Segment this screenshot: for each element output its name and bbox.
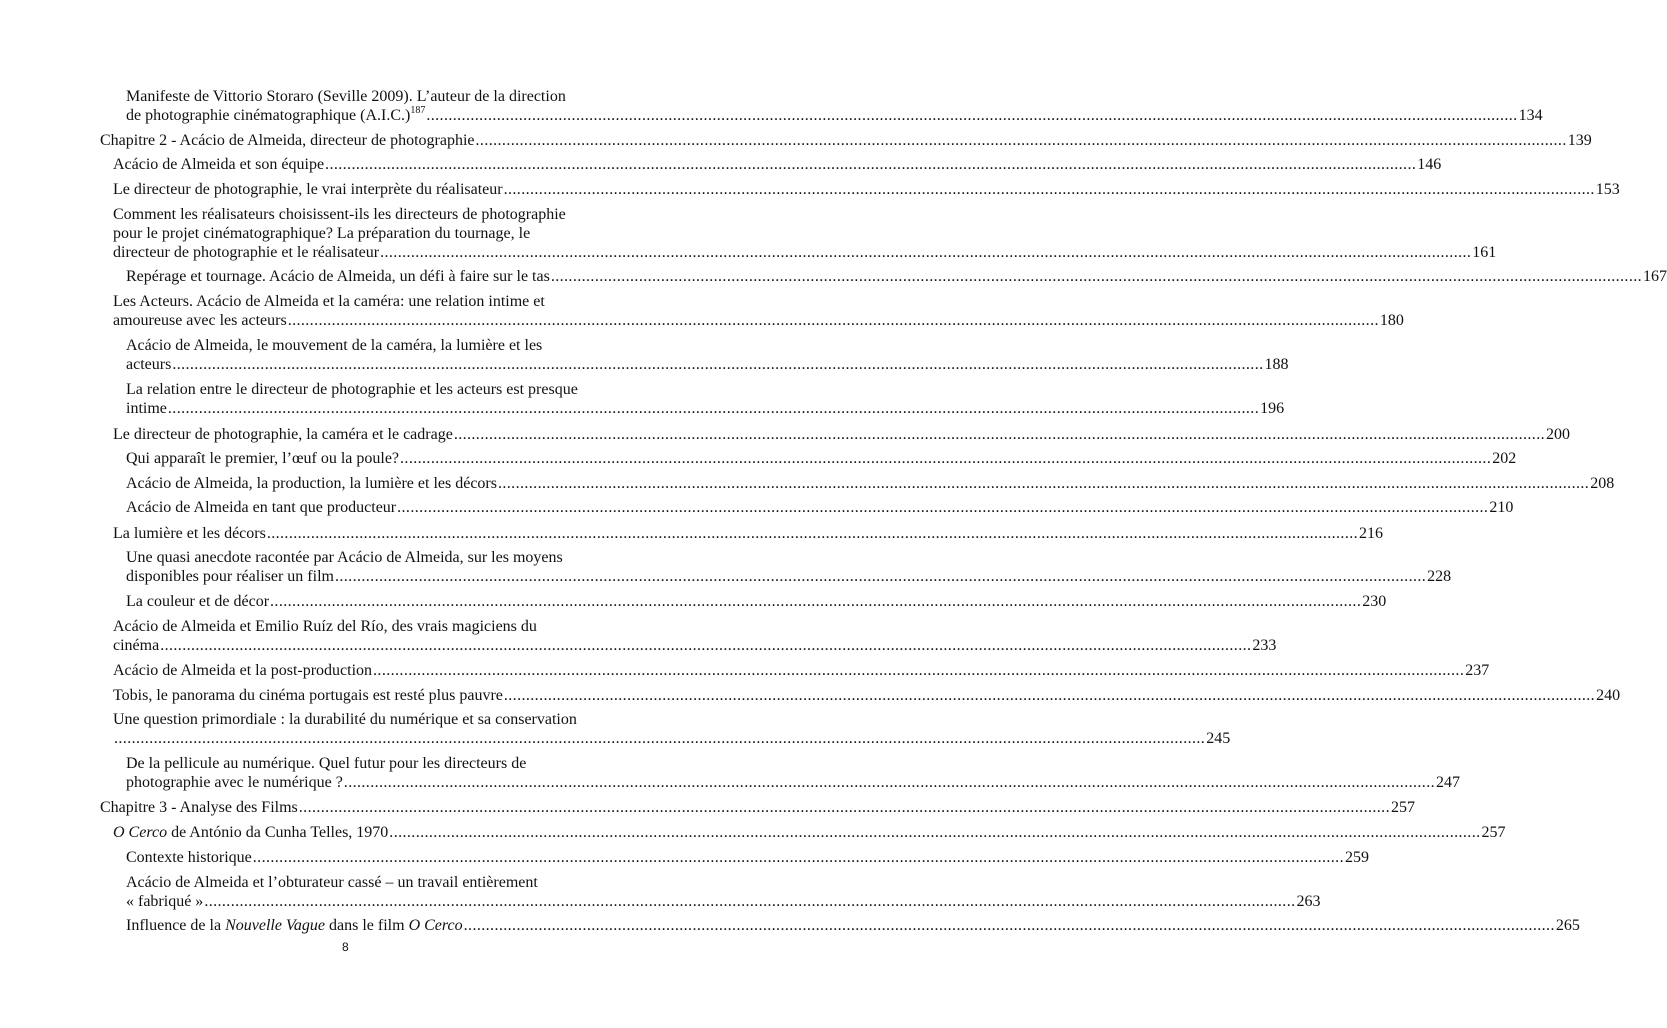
toc-entry <box>113 205 1497 262</box>
toc-entry <box>126 267 1667 286</box>
toc-entry <box>113 617 1277 655</box>
toc-page-number: 237 <box>1465 662 1490 679</box>
dot-leader <box>267 524 1358 543</box>
toc-entry-title: « fabriqué » <box>126 893 204 910</box>
dot-leader <box>454 425 1545 444</box>
toc-entry-title: amoureuse avec les acteurs <box>113 312 287 329</box>
toc-page-number: 210 <box>1489 499 1514 516</box>
toc-entry-text: Manifeste de Vittorio Storaro (Seville 2009). L’auteur de la direction <box>126 88 566 105</box>
toc-entry <box>113 524 1384 543</box>
footnote-ref: 187 <box>410 104 426 116</box>
toc-entry <box>126 380 1285 418</box>
toc-page-number: 247 <box>1436 774 1460 791</box>
toc-entry-title: photographie avec le numérique ? <box>126 774 343 791</box>
toc-entry <box>126 548 1452 586</box>
toc-entry-title: Le directeur de photographie, le vrai interprète du réalisateur <box>113 181 503 198</box>
toc-entry-title: acteurs <box>126 356 172 373</box>
toc-entry-title: Acácio de Almeida, la production, la lumière et les décors <box>126 475 497 492</box>
toc-entry <box>113 180 1620 199</box>
toc-page-number: 139 <box>1567 132 1592 149</box>
toc-page-number: 134 <box>1518 107 1543 124</box>
toc-entry <box>126 87 1543 125</box>
page-number: 8 <box>342 940 349 954</box>
toc-entry-title: de photographie cinématographique (A.I.C.) <box>126 107 411 124</box>
dot-leader <box>253 848 1344 867</box>
toc-entry <box>126 592 1387 611</box>
toc-page-number: 161 <box>1472 244 1497 261</box>
toc-entry-title: Contexte historique <box>126 849 252 866</box>
film-title: O Cerco <box>113 824 168 841</box>
dot-leader <box>373 661 1464 680</box>
toc-page-number: 196 <box>1260 400 1285 417</box>
dot-leader <box>504 180 1595 199</box>
toc-entry-title: intime <box>126 400 167 417</box>
toc-page-number: 180 <box>1379 312 1404 329</box>
toc-entry-title: Chapitre 2 - Acácio de Almeida, directeur de photographie <box>100 132 475 149</box>
toc-entry <box>113 292 1404 330</box>
toc-entry-title: Acácio de Almeida en tant que producteur <box>126 499 397 516</box>
dot-leader <box>397 498 1488 517</box>
toc-page-number: 245 <box>1206 730 1231 747</box>
toc-entry-text: Acácio de Almeida et Emilio Ruíz del Río, des vrais magiciens du <box>113 618 537 635</box>
toc-entry-title: Le directeur de photographie, la caméra et le cadrage <box>113 426 453 443</box>
toc-entry-text: Les Acteurs. Acácio de Almeida et la caméra: une relation intime et <box>113 293 545 310</box>
toc-entry-title: Chapitre 3 - Analyse des Films <box>100 799 298 816</box>
toc-page-number: 240 <box>1596 687 1621 704</box>
toc-entry <box>126 754 1460 792</box>
toc-page-number: 259 <box>1344 849 1369 866</box>
toc-entry <box>113 661 1490 680</box>
toc-page-number: 146 <box>1417 156 1442 173</box>
toc-page-number: 153 <box>1595 181 1620 198</box>
dot-leader <box>172 355 1263 374</box>
toc-entry <box>126 873 1321 911</box>
dot-leader <box>498 474 1589 493</box>
dot-leader <box>160 636 1251 655</box>
dot-leader <box>400 449 1491 468</box>
toc-page-number: 167 <box>1643 268 1667 285</box>
toc-entry-title: La lumière et les décors <box>113 525 266 542</box>
toc-page-number: 230 <box>1362 593 1387 610</box>
dot-leader <box>270 592 1361 611</box>
dot-leader <box>504 686 1595 705</box>
toc-entry <box>126 916 1580 935</box>
toc-page-number: 208 <box>1590 475 1615 492</box>
toc-page-number: 265 <box>1555 917 1580 934</box>
dot-leader <box>204 892 1295 911</box>
toc-chapter <box>100 798 1415 817</box>
dot-leader <box>168 399 1259 418</box>
dot-leader <box>114 729 1205 748</box>
dot-leader <box>464 916 1555 935</box>
toc-entry-title: cinéma <box>113 637 160 654</box>
toc-entry <box>113 425 1571 444</box>
toc-page-number: 263 <box>1296 893 1321 910</box>
dot-leader <box>335 567 1426 586</box>
dot-leader <box>426 106 1517 125</box>
toc-entry <box>126 336 1289 374</box>
toc-entry <box>126 498 1514 517</box>
toc-entry-text: Une question primordiale : la durabilité du numérique et sa conservation <box>113 711 577 728</box>
dot-leader <box>551 267 1642 286</box>
toc-page-number: 233 <box>1252 637 1277 654</box>
toc-entry-text: La relation entre le directeur de photographie et les acteurs est presque <box>126 381 578 398</box>
toc-page-number: 188 <box>1264 356 1289 373</box>
toc-page-number: 228 <box>1427 568 1452 585</box>
toc-page-number: 257 <box>1481 824 1506 841</box>
toc-entry-title: Influence de la <box>126 917 226 934</box>
dot-leader <box>299 798 1390 817</box>
toc-entry <box>126 848 1369 867</box>
toc-entry-title: Acácio de Almeida et la post-production <box>113 662 373 679</box>
toc-entry <box>113 155 1442 174</box>
toc-entry-title: Repérage et tournage. Acácio de Almeida, un défi à faire sur le tas <box>126 268 550 285</box>
film-title: O Cerco <box>408 917 463 934</box>
toc-chapter <box>100 131 1592 150</box>
toc-entry-title: Tobis, le panorama du cinéma portugais est resté plus pauvre <box>113 687 503 704</box>
toc-entry-text: Acácio de Almeida, le mouvement de la caméra, la lumière et les <box>126 337 543 354</box>
toc-entry-title: La couleur et de décor <box>126 593 270 610</box>
toc-entry-title: disponibles pour réaliser un film <box>126 568 334 585</box>
toc-entry-title-cont: dans le film <box>325 917 409 934</box>
dot-leader <box>380 243 1471 262</box>
toc-entry-title: Acácio de Almeida et son équipe <box>113 156 325 173</box>
dot-leader <box>325 155 1416 174</box>
movement-title: Nouvelle Vague <box>225 917 326 934</box>
toc-entry-text: pour le projet cinématographique? La préparation du tournage, le <box>113 225 531 242</box>
toc-entry-text: De la pellicule au numérique. Quel futur pour les directeurs de <box>126 755 527 772</box>
dot-leader <box>476 131 1567 150</box>
toc-page-number: 200 <box>1546 426 1571 443</box>
toc-entry <box>126 474 1615 493</box>
toc-page-number: 202 <box>1492 450 1517 467</box>
toc-entry-text: Acácio de Almeida et l’obturateur cassé – un travail entièrement <box>126 874 538 891</box>
toc-entry-title: Qui apparaît le premier, l’œuf ou la poule? <box>126 450 400 467</box>
toc-page-number: 257 <box>1390 799 1415 816</box>
toc-entry <box>113 710 1231 748</box>
dot-leader <box>389 823 1480 842</box>
toc-page-number: 216 <box>1359 525 1384 542</box>
toc-entry-text: Comment les réalisateurs choisissent-ils les directeurs de photographie <box>113 206 566 223</box>
dot-leader <box>288 311 1379 330</box>
toc-entry-title: de António da Cunha Telles, 1970 <box>167 824 389 841</box>
dot-leader <box>344 773 1435 792</box>
toc-entry <box>113 686 1621 705</box>
toc-entry <box>113 823 1506 842</box>
toc-entry-title: directeur de photographie et le réalisateur <box>113 244 380 261</box>
toc-entry-text: Une quasi anecdote racontée par Acácio de Almeida, sur les moyens <box>126 549 563 566</box>
toc-entry <box>126 449 1517 468</box>
